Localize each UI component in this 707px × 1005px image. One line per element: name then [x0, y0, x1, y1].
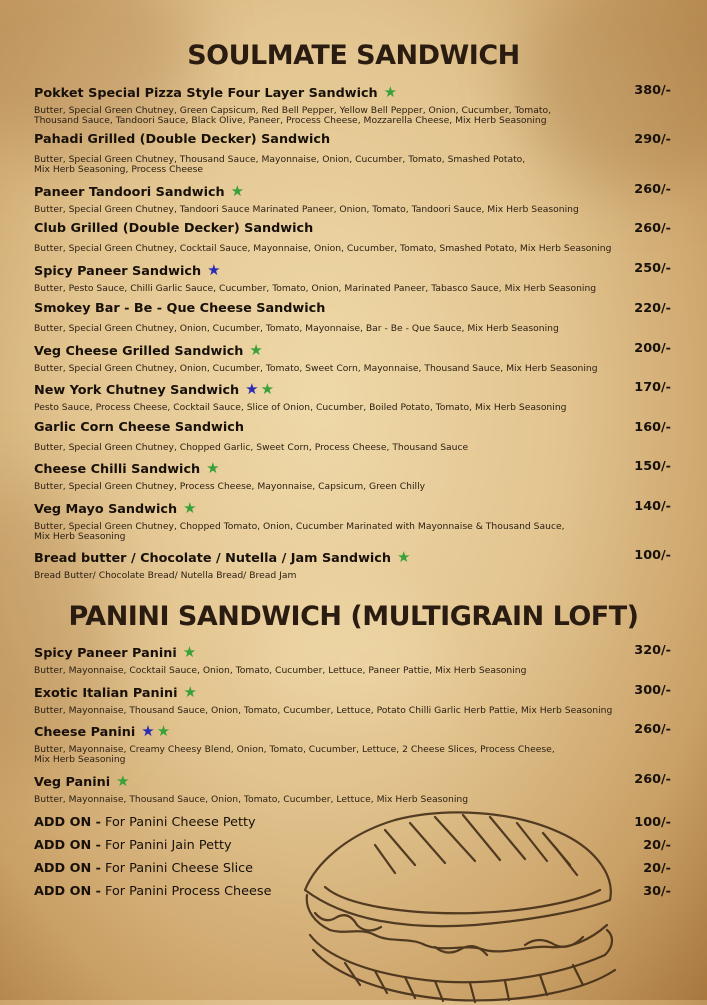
addon-row — [34, 884, 271, 899]
menu-item-price: 140/- — [634, 499, 671, 514]
description-line: Butter, Special Green Chutney, Onion, Cucumber, Tomato, Mayonnaise, Bar - Be - Que Sauce, Mix Herb Seasoning — [34, 323, 559, 334]
menu-item-price: 220/- — [634, 301, 671, 316]
menu-item-description — [34, 324, 644, 334]
description-line: Mix Herb Seasoning, Process Cheese — [34, 164, 204, 175]
description-line: Butter, Special Green Chutney, Green Capsicum, Red Bell Pepper, Yellow Bell Pepper, Onion, Cucumber, Tomato, — [34, 105, 551, 116]
menu-item-price: 300/- — [634, 683, 671, 698]
addon-description: For Panini Cheese Slice — [105, 861, 254, 876]
description-line: Mix Herb Seasoning — [34, 754, 126, 765]
addon-label: ADD ON - — [34, 884, 101, 899]
menu-item-name — [34, 499, 197, 517]
description-line: Butter, Special Green Chutney, Onion, Cucumber, Tomato, Sweet Corn, Mayonnaise, Thousand Sauce, Mix Herb Seasoning — [34, 363, 598, 374]
green-star-icon: ★ — [156, 722, 171, 740]
green-star-icon: ★ — [183, 499, 197, 517]
item-title: Pokket Special Pizza Style Four Layer Sandwich — [34, 86, 378, 101]
item-title: Pahadi Grilled (Double Decker) Sandwich — [34, 132, 331, 147]
menu-item-description — [34, 522, 644, 542]
addon-label: ADD ON - — [34, 815, 101, 830]
green-star-icon: ★ — [383, 83, 398, 101]
item-title: New York Chutney Sandwich — [34, 383, 240, 398]
addon-description: For Panini Cheese Petty — [105, 815, 256, 830]
menu-item-name — [34, 182, 244, 200]
menu-item-description — [34, 106, 644, 126]
blue-star-icon: ★ — [141, 722, 155, 740]
item-title: Club Grilled (Double Decker) Sandwich — [34, 221, 314, 236]
menu-item-description — [34, 443, 644, 453]
section-title-soulmate: SOULMATE SANDWICH — [187, 40, 520, 71]
menu-item-description — [34, 284, 644, 294]
addon-price: 30/- — [643, 884, 671, 899]
description-line: Butter, Mayonnaise, Thousand Sauce, Onion, Tomato, Cucumber, Lettuce, Potato Chilli Garlic Herb Pattie, Mix Herb Seasoning — [34, 705, 613, 716]
description-line: Bread Butter/ Chocolate Bread/ Nutella Bread/ Bread Jam — [34, 570, 297, 581]
menu-item-price: 160/- — [634, 420, 671, 435]
menu-item-description — [34, 244, 644, 254]
green-star-icon: ★ — [230, 182, 245, 200]
menu-item-price: 200/- — [634, 341, 671, 356]
description-line: Butter, Special Green Chutney, Tandoori Sauce Marinated Paneer, Onion, Tomato, Tandoori Sauce, Mix Herb Seasoning — [34, 204, 579, 215]
addon-row — [34, 838, 232, 853]
menu-item-description — [34, 403, 644, 413]
item-title: Cheese Panini — [34, 725, 136, 740]
description-line: Thousand Sauce, Tandoori Sauce, Black Olive, Paneer, Process Cheese, Mozzarella Cheese, Mix Herb Seasoning — [34, 115, 547, 126]
item-title: Bread butter / Chocolate / Nutella / Jam Sandwich — [34, 551, 391, 566]
description-line: Butter, Special Green Chutney, Thousand Sauce, Mayonnaise, Onion, Cucumber, Tomato, Smashed Potato, — [34, 154, 526, 165]
addon-description: For Panini Process Cheese — [105, 884, 272, 899]
menu-item-price: 290/- — [634, 132, 671, 147]
item-title: Cheese Chilli Sandwich — [34, 462, 201, 477]
green-star-icon: ★ — [116, 772, 130, 790]
green-star-icon: ★ — [182, 643, 197, 661]
description-line: Butter, Mayonnaise, Creamy Cheesy Blend, Onion, Tomato, Cucumber, Lettuce, 2 Cheese Slices, Process Cheese, — [34, 744, 555, 755]
addon-price: 20/- — [643, 838, 671, 853]
menu-item-price: 260/- — [634, 772, 671, 787]
addon-price: 100/- — [634, 815, 671, 830]
item-title: Exotic Italian Panini — [34, 686, 178, 701]
menu-item-price: 260/- — [634, 722, 671, 737]
menu-item-price: 260/- — [634, 182, 671, 197]
description-line: Butter, Pesto Sauce, Chilli Garlic Sauce, Cucumber, Tomato, Onion, Marinated Paneer, Tabasco Sauce, Mix Herb Seasoning — [34, 283, 597, 294]
menu-item-description — [34, 745, 644, 765]
addon-row — [34, 861, 253, 876]
menu-item-name — [34, 221, 313, 236]
green-star-icon: ★ — [183, 683, 197, 701]
item-title: Paneer Tandoori Sandwich — [34, 185, 225, 200]
menu-item-price: 170/- — [634, 380, 671, 395]
description-line: Pesto Sauce, Process Cheese, Cocktail Sauce, Slice of Onion, Cucumber, Boiled Potato, Tomato, Mix Herb Seasoning — [34, 402, 567, 413]
blue-star-icon: ★ — [207, 261, 221, 279]
menu-item-price: 250/- — [634, 261, 671, 276]
description-line: Mix Herb Seasoning — [34, 531, 126, 542]
green-star-icon: ★ — [249, 341, 263, 359]
menu-item-name — [34, 548, 410, 566]
addon-row — [34, 815, 256, 830]
addon-price: 20/- — [643, 861, 671, 876]
section-title-panini: PANINI SANDWICH (MULTIGRAIN LOFT) — [68, 601, 639, 632]
menu-item-name — [34, 261, 221, 279]
sandwich-illustration — [285, 795, 645, 1005]
item-title: Smokey Bar - Be - Que Cheese Sandwich — [34, 301, 326, 316]
menu-item-price: 150/- — [634, 459, 671, 474]
addon-label: ADD ON - — [34, 861, 101, 876]
green-star-icon: ★ — [260, 380, 275, 398]
menu-item-description — [34, 482, 644, 492]
description-line: Butter, Mayonnaise, Cocktail Sauce, Onion, Tomato, Cucumber, Lettuce, Paneer Pattie, Mix Herb Seasoning — [34, 665, 527, 676]
menu-item-name — [34, 420, 244, 435]
menu-item-name — [34, 772, 130, 790]
item-title: Spicy Paneer Sandwich — [34, 264, 202, 279]
menu-item-name — [34, 301, 325, 316]
menu-item-description — [34, 364, 644, 374]
menu-item-name — [34, 83, 397, 101]
addon-description: For Panini Jain Petty — [105, 838, 232, 853]
menu-item-name — [34, 341, 263, 359]
description-line: Butter, Special Green Chutney, Cocktail Sauce, Mayonnaise, Onion, Cucumber, Tomato, Smashed Potato, Mix Herb Seasoning — [34, 243, 612, 254]
menu-item-name — [34, 643, 196, 661]
blue-star-icon: ★ — [245, 380, 259, 398]
green-star-icon: ★ — [206, 459, 220, 477]
menu-item-description — [34, 155, 644, 175]
menu-item-name — [34, 132, 330, 147]
item-title: Veg Panini — [34, 775, 111, 790]
description-line: Butter, Special Green Chutney, Process Cheese, Mayonnaise, Capsicum, Green Chilly — [34, 481, 426, 492]
menu-item-price: 380/- — [634, 83, 671, 98]
menu-item-description — [34, 205, 644, 215]
item-title: Garlic Corn Cheese Sandwich — [34, 420, 244, 435]
menu-item-description — [34, 666, 644, 676]
description-line: Butter, Mayonnaise, Thousand Sauce, Onion, Tomato, Cucumber, Lettuce, Mix Herb Seasoning — [34, 794, 469, 805]
menu-item-name — [34, 722, 170, 740]
menu-item-price: 100/- — [634, 548, 671, 563]
menu-item-price: 260/- — [634, 221, 671, 236]
menu-item-description — [34, 706, 644, 716]
item-title: Veg Mayo Sandwich — [34, 502, 178, 517]
menu-item-description — [34, 571, 644, 581]
menu-item-name — [34, 683, 197, 701]
item-title: Veg Cheese Grilled Sandwich — [34, 344, 244, 359]
addon-label: ADD ON - — [34, 838, 101, 853]
item-title: Spicy Paneer Panini — [34, 646, 177, 661]
description-line: Butter, Special Green Chutney, Chopped Garlic, Sweet Corn, Process Cheese, Thousand Sauce — [34, 442, 469, 453]
menu-item-name — [34, 459, 220, 477]
menu-item-name — [34, 380, 274, 398]
green-star-icon: ★ — [396, 548, 411, 566]
description-line: Butter, Special Green Chutney, Chopped Tomato, Onion, Cucumber Marinated with Mayonnaise & Thousand Sauce, — [34, 521, 565, 532]
menu-item-price: 320/- — [634, 643, 671, 658]
